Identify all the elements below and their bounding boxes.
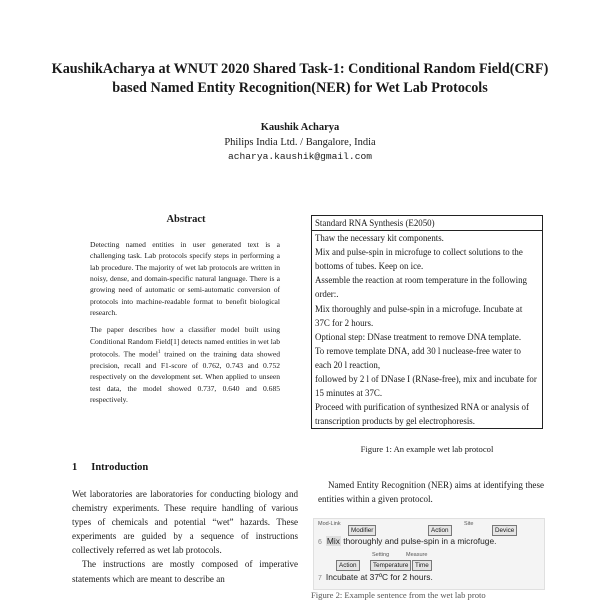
sentence-text: Incubate at 37ºC for 2 hours. xyxy=(325,572,433,582)
intro-paragraph-2: The instructions are mostly composed of imperative statements which are meant to describe an xyxy=(72,559,298,584)
author-affiliation: Philips India Ltd. / Bangalore, India xyxy=(224,137,376,148)
entity-tag: Modifier xyxy=(348,525,376,536)
annotated-sentence-7 xyxy=(318,572,433,582)
protocol-step: Proceed with purification of synthesized RNA or analysis of transcription products by gel electrophoresis. xyxy=(315,402,529,427)
abstract-p2-text-a: The paper describes how a classifier model built using Conditional Random Field[1] detects named entities in wet lab protocols. The model xyxy=(90,325,280,359)
section-number: 1 xyxy=(72,462,78,473)
protocol-step: To remove template DNA, add 30 l nuclease-free water to each 20 l reaction, xyxy=(315,345,521,370)
abstract-p2-text-b: trained on the training data showed precision, recall and F1-score of 0.762, 0.743 and 0.752 respectively on the development set. When applied to unseen test data, the model showed 0.737, 0.640 and 0.685 respectively. xyxy=(90,349,280,404)
ner-paragraph: Named Entity Recognition (NER) aims at identifying these entities within a given protocol. xyxy=(318,480,544,505)
entity-tag: Temperature xyxy=(370,560,411,571)
annotated-sentence-6 xyxy=(318,536,496,546)
introduction-body xyxy=(72,487,298,586)
relation-label: Measure xyxy=(406,552,428,558)
protocol-box xyxy=(311,215,543,429)
intro-paragraph-1: Wet laboratories are laboratories for conducting biology and chemistry experiments. These require handling of various types of chemicals and potential “wet” hazards. These experiments are guided by a sequence of instructions collectively referred as wet lab protocols. xyxy=(72,489,298,556)
abstract-heading: Abstract xyxy=(166,214,206,225)
protocol-step: Mix and pulse-spin in microfuge to collect solutions to the bottoms of tubes. Keep on ice. xyxy=(315,247,523,272)
protocol-title: Standard RNA Synthesis (E2050) xyxy=(312,216,542,231)
entity-tag: Action xyxy=(336,560,360,571)
author-name: Kaushik Acharya xyxy=(260,122,340,133)
entity-tag: Action xyxy=(428,525,452,536)
protocol-step: Thaw the necessary kit components. xyxy=(315,233,444,244)
abstract-body xyxy=(90,239,280,411)
section-title: Introduction xyxy=(91,462,149,473)
line-number: 6 xyxy=(318,539,322,546)
relation-label: Setting xyxy=(372,552,390,558)
protocol-step: followed by 2 l of DNase I (RNase-free), mix and incubate for 15 minutes at 37C. xyxy=(315,374,537,399)
entity-tag: Time xyxy=(412,560,432,571)
entity-tag: Device xyxy=(492,525,517,536)
annotation-figure xyxy=(313,518,545,590)
author-email[interactable]: acharya.kaushik@gmail.com xyxy=(228,151,372,162)
abstract-paragraph-2 xyxy=(90,324,280,405)
protocol-step: Mix thoroughly and pulse-spin in a microfuge. Incubate at 37C for 2 hours. xyxy=(315,303,523,328)
relation-label: Site xyxy=(464,521,474,527)
relation-label: Mod-Link xyxy=(318,521,341,527)
token-action: Mix xyxy=(326,536,340,546)
figure-1-caption: Figure 1: An example wet lab protocol xyxy=(360,444,494,454)
protocol-step: Optional step: DNase treatment to remove DNA template. xyxy=(315,331,522,342)
sentence-text: thoroughly and pulse-spin in a microfuge. xyxy=(340,536,497,546)
section-heading-introduction xyxy=(72,462,162,473)
paper-title: KaushikAcharya at WNUT 2020 Shared Task-1: Conditional Random Field(CRF) based Named Entity Recognition(NER) for Wet Lab Protocols xyxy=(51,61,549,96)
line-number: 7 xyxy=(318,575,322,582)
protocol-step: Assemble the reaction at room temperature in the following order:. xyxy=(315,275,527,300)
figure-2-caption: Figure 2: Example sentence from the wet lab proto xyxy=(311,590,486,600)
footnote-mark[interactable]: 1 xyxy=(158,350,161,356)
abstract-paragraph-1: Detecting named entities in user generated text is a challenging task. Lab protocols specify steps in performing a lab procedure. The majority of wet lab protocols are written in noisy, dense, and domain-specific natural language. There is a growing need of automatic or semi-automatic conversion of protocols into machine-readable format to benefit biological research. xyxy=(90,240,280,318)
